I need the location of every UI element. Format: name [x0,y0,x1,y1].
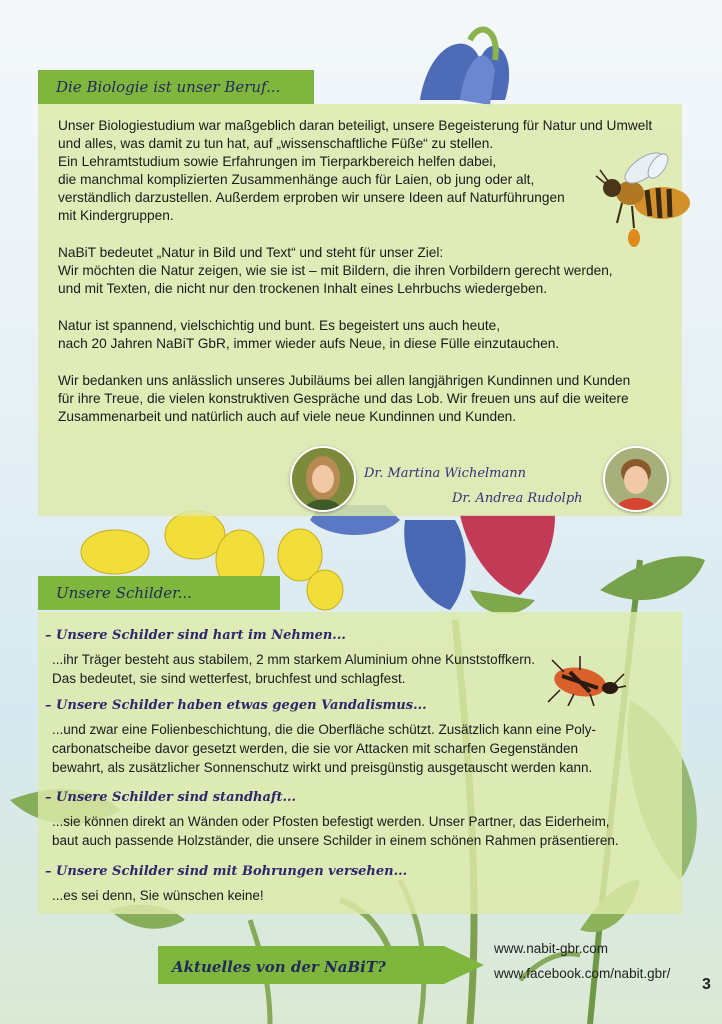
signature-andrea: Dr. Andrea Rudolph [452,491,583,506]
bug-illustration [540,654,626,706]
intro-paragraph-2: NaBiT bedeutet „Natur in Bild und Text“ und steht für unser Ziel: Wir möchten die Natur zeigen, wie sie ist – mit Bildern, die ihren Vorbildern gerecht werden, und mit Texten, die nicht nur den trockenen Inhalt eines Lehrbuchs wiedergeben. [58,245,613,296]
feature-text-2: ...und zwar eine Folienbeschichtung, die die Oberfläche schützt. Zusätzlich kann eine Poly- carbonatscheibe davor gesetzt werden, die sie vor Attacken mit scharfen Gegenständen bewahrt, als zusätzlicher Sonnenschutz wirkt und preisgünstig ausgetauscht werden kann. [52,722,597,775]
intro-paragraph-4: Wir bedanken uns anlässlich unseres Jubiläums bei allen langjährigen Kundinnen und Kunden für ihre Treue, die vielen konstruktiven Gespräche und das Lob. Wir freuen uns auf die weitere Zusammenarbeit und natürlich auch auf viele neue Kundinnen und Kunden. [58,373,631,424]
facebook-link[interactable]: www.facebook.com/nabit.gbr/ [494,966,671,981]
intro-text [58,117,678,445]
section-heading-signs: Unsere Schilder... [38,576,280,610]
feature-title-1: – Unsere Schilder sind hart im Nehmen... [45,628,346,643]
avatar-andrea [603,446,669,512]
section-heading-biology: Die Biologie ist unser Beruf... [38,70,314,104]
signature-martina: Dr. Martina Wichelmann [364,466,527,481]
feature-text-1: ...ihr Träger besteht aus stabilem, 2 mm starkem Aluminium ohne Kunststoffkern. Das bedeutet, sie sind wetterfest, bruchfest und schlagfest. [52,652,535,686]
bee-illustration [592,148,697,253]
portrait-icon [292,448,354,510]
website-link[interactable]: www.nabit-gbr.com [494,941,609,956]
feature-title-2: – Unsere Schilder haben etwas gegen Vandalismus... [45,698,427,713]
portrait-icon [605,448,667,510]
feature-text-3: ...sie können direkt an Wänden oder Pfosten befestigt werden. Unser Partner, das Eiderheim, baut auch passende Holzständer, die unsere Schilder in einem schönen Rahmen präsentieren. [52,814,619,848]
intro-paragraph-1: Unser Biologiestudium war maßgeblich daran beteiligt, unsere Begeisterung für Natur und Umwelt und alles, was damit zu tun hat, auf „wissenschaftliche Füße“ zu stellen. Ein Lehramtstudium sowie Erfahrungen im Tierparkbereich helfen dabei, die manchmal komplizierten Zusammenhänge auch für Laien, ob jung oder alt, verständlich darzustellen. Außerdem erproben wir unsere Ideen auf Naturführungen mit Kindergruppen. [58,118,653,223]
feature-title-3: – Unsere Schilder sind standhaft... [45,790,297,805]
news-arrow-label: Aktuelles von der NaBiT? [172,958,386,976]
news-arrow-button[interactable] [158,942,488,988]
feature-title-4: – Unsere Schilder sind mit Bohrungen versehen... [45,864,408,879]
page-number: 3 [702,976,711,993]
feature-text-4: ...es sei denn, Sie wünschen keine! [52,888,264,903]
intro-paragraph-3: Natur ist spannend, vielschichtig und bunt. Es begeistert uns auch heute, nach 20 Jahren NaBiT GbR, immer wieder aufs Neue, in diese Fülle einzutauchen. [58,318,560,351]
avatar-martina [290,446,356,512]
